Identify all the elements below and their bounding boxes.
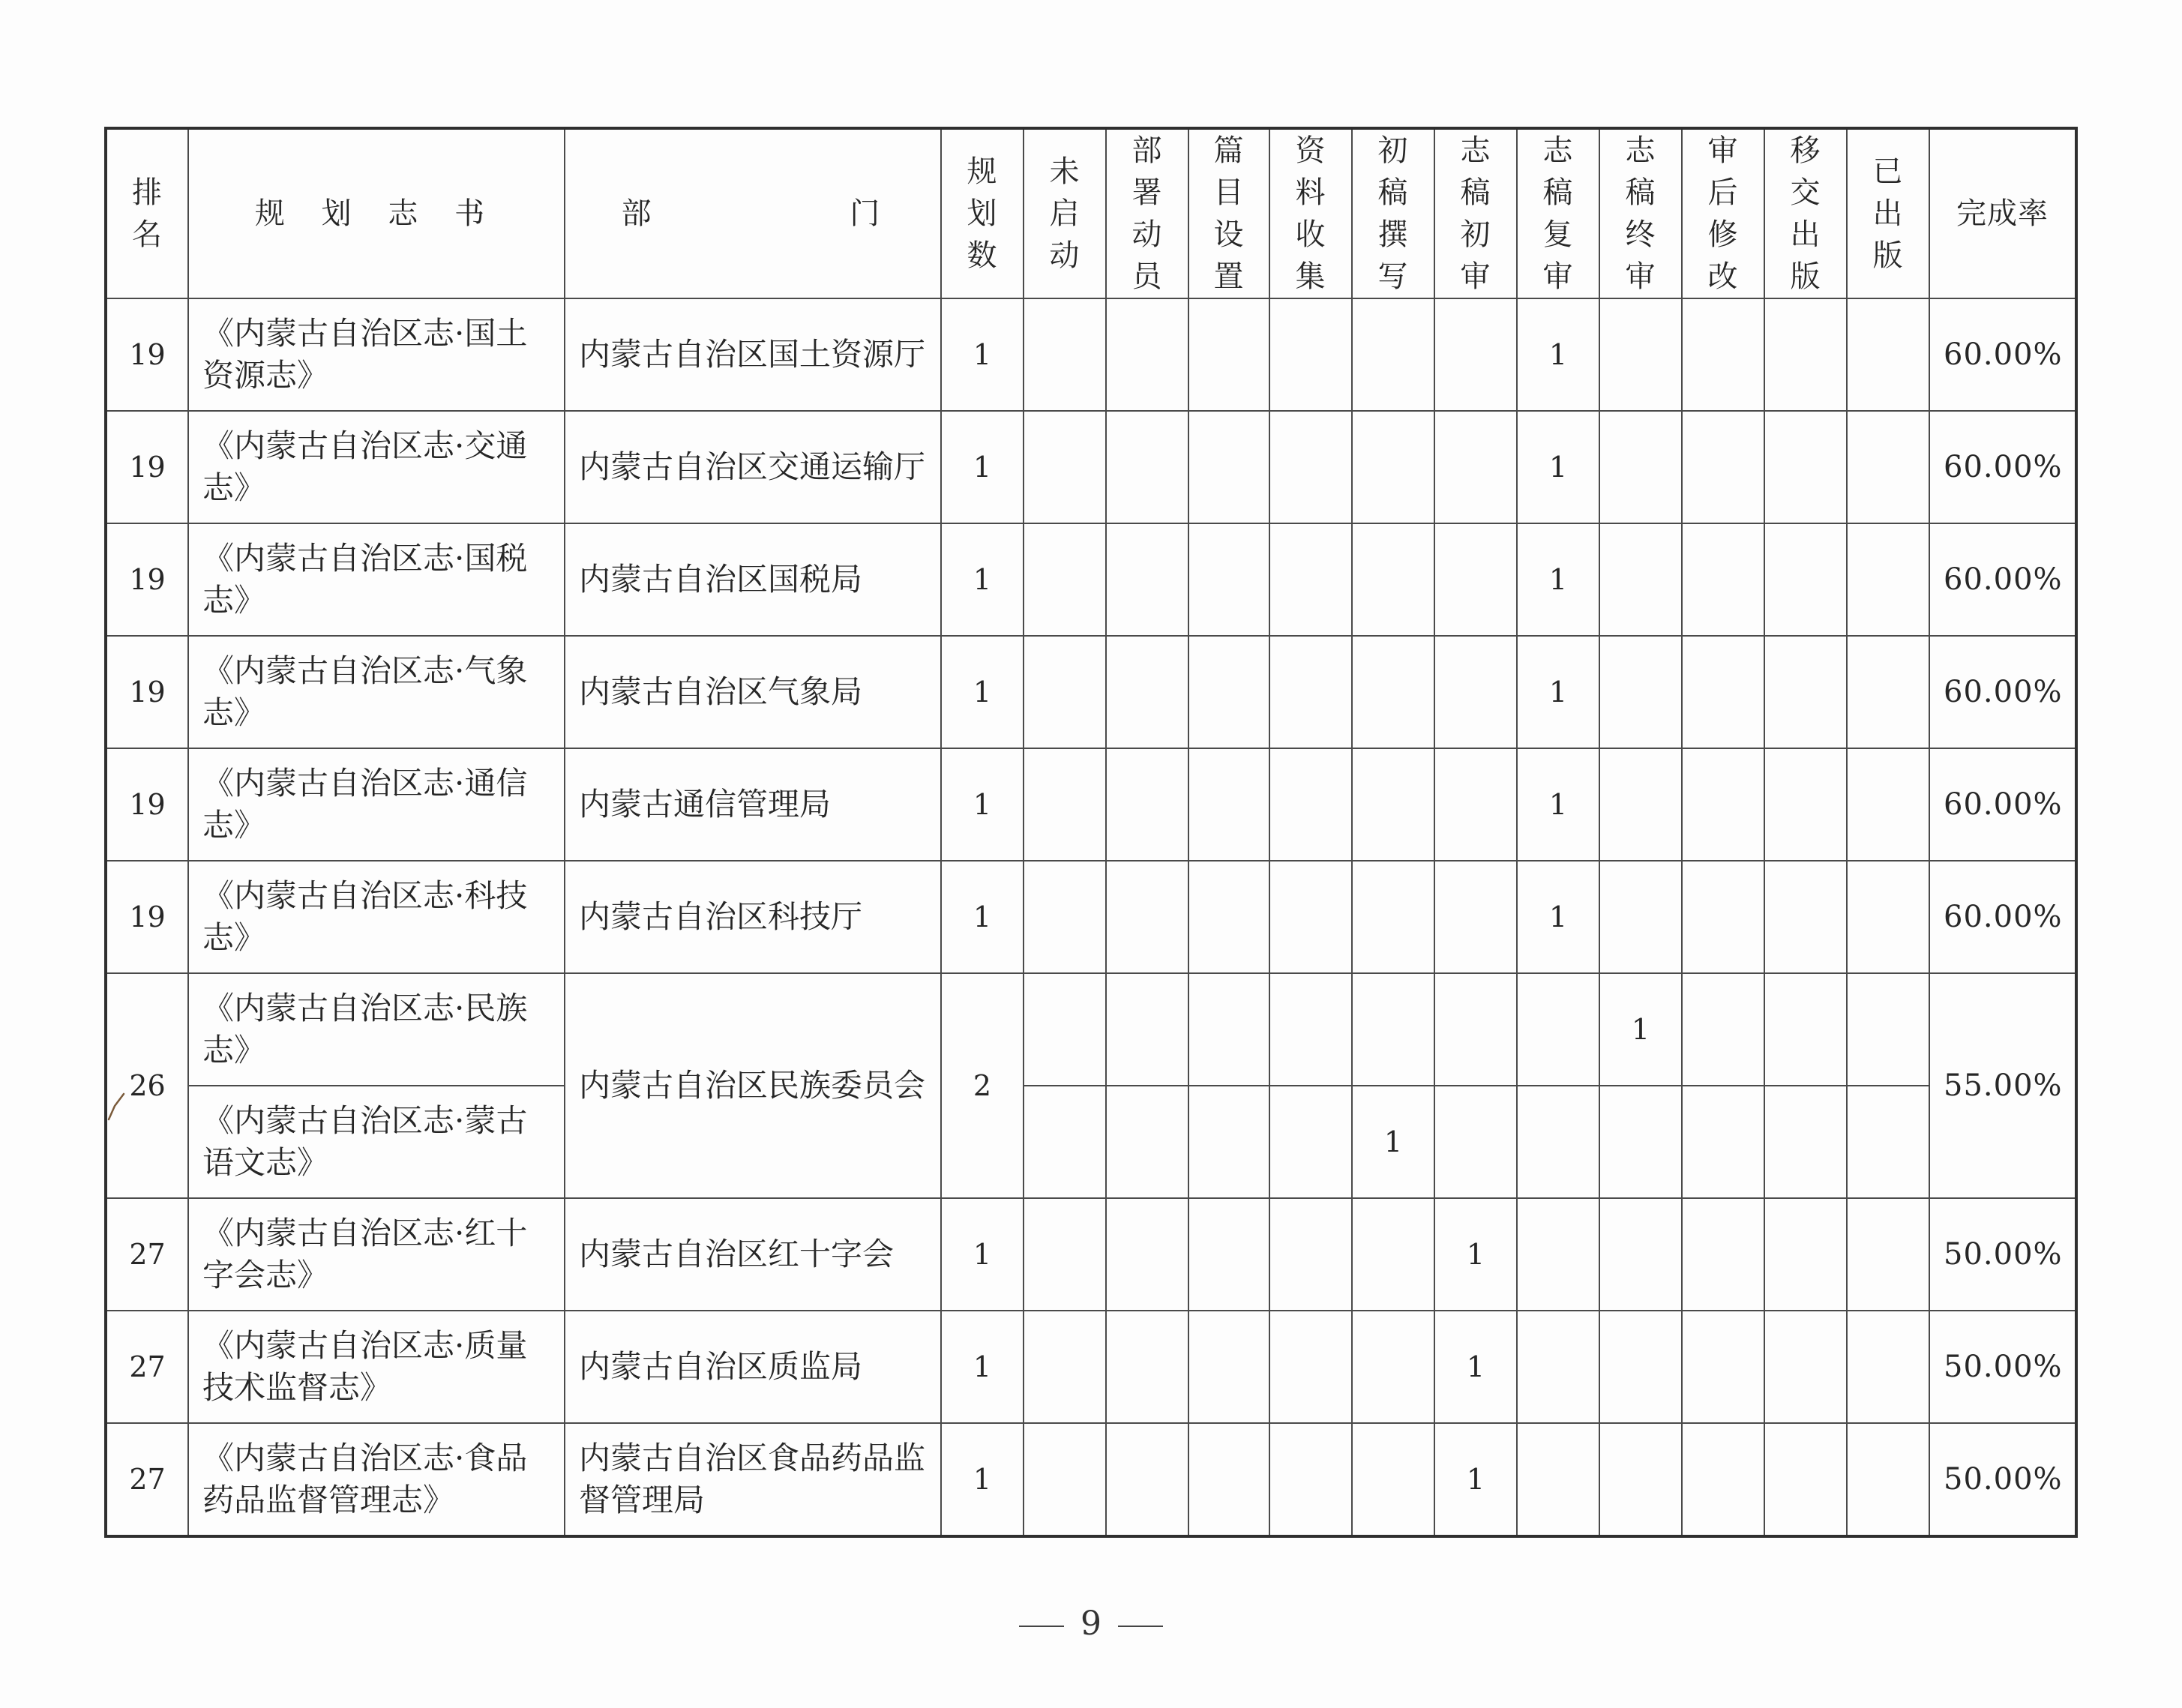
footer-dash-right xyxy=(1118,1626,1163,1627)
first-review-cell: 1 xyxy=(1434,1423,1517,1536)
empty-cell xyxy=(1682,1198,1764,1311)
empty-cell xyxy=(1434,973,1517,1086)
book-cell: 《内蒙古自治区志·蒙古语文志》 xyxy=(188,1086,565,1198)
empty-cell xyxy=(1599,636,1682,748)
empty-cell xyxy=(1599,298,1682,411)
empty-cell xyxy=(1599,523,1682,636)
empty-cell xyxy=(1764,1311,1847,1423)
plan-cell: 1 xyxy=(941,636,1024,748)
empty-cell xyxy=(1682,1311,1764,1423)
empty-cell xyxy=(1188,298,1269,411)
empty-cell xyxy=(1847,298,1929,411)
rank-cell: 19 xyxy=(106,861,188,973)
rate-cell: 60.00% xyxy=(1929,523,2076,636)
empty-cell xyxy=(1599,1311,1682,1423)
header-outline: 篇目 设置 xyxy=(1188,128,1269,298)
empty-cell xyxy=(1188,861,1269,973)
book-cell: 《内蒙古自治区志·交通志》 xyxy=(188,411,565,523)
re-review-cell: 1 xyxy=(1517,861,1599,973)
rate-cell: 60.00% xyxy=(1929,411,2076,523)
empty-cell xyxy=(1269,973,1352,1086)
rate-cell: 50.00% xyxy=(1929,1198,2076,1311)
empty-cell xyxy=(1847,1086,1929,1198)
empty-cell xyxy=(1847,523,1929,636)
dept-cell: 内蒙古自治区国税局 xyxy=(565,523,941,636)
rank-cell: 26 xyxy=(106,973,188,1198)
empty-cell xyxy=(1517,973,1599,1086)
book-cell: 《内蒙古自治区志·民族志》 xyxy=(188,973,565,1086)
empty-cell xyxy=(1188,411,1269,523)
header-collect: 资料 收集 xyxy=(1269,128,1352,298)
empty-cell xyxy=(1024,973,1106,1086)
empty-cell xyxy=(1269,1086,1352,1198)
empty-cell xyxy=(1599,861,1682,973)
empty-cell xyxy=(1188,636,1269,748)
empty-cell xyxy=(1352,973,1434,1086)
rate-cell: 60.00% xyxy=(1929,748,2076,861)
header-revise: 审后 修改 xyxy=(1682,128,1764,298)
empty-cell xyxy=(1517,1311,1599,1423)
empty-cell xyxy=(1847,748,1929,861)
table-row xyxy=(106,1423,2076,1536)
empty-cell xyxy=(1682,973,1764,1086)
empty-cell xyxy=(1024,1198,1106,1311)
table-row xyxy=(106,748,2076,861)
header-row xyxy=(106,128,2076,298)
header-rate: 完成率 xyxy=(1929,128,2076,298)
empty-cell xyxy=(1024,636,1106,748)
header-dept: 部 门 xyxy=(565,128,941,298)
empty-cell xyxy=(1517,1086,1599,1198)
empty-cell xyxy=(1024,1086,1106,1198)
empty-cell xyxy=(1764,523,1847,636)
rate-cell: 50.00% xyxy=(1929,1311,2076,1423)
empty-cell xyxy=(1106,636,1188,748)
book-cell: 《内蒙古自治区志·国土资源志》 xyxy=(188,298,565,411)
empty-cell xyxy=(1599,411,1682,523)
empty-cell xyxy=(1106,298,1188,411)
empty-cell xyxy=(1188,1086,1269,1198)
dept-cell: 内蒙古自治区民族委员会 xyxy=(565,973,941,1198)
rank-cell: 27 xyxy=(106,1423,188,1536)
empty-cell xyxy=(1682,1086,1764,1198)
empty-cell xyxy=(1352,1423,1434,1536)
empty-cell xyxy=(1352,861,1434,973)
empty-cell xyxy=(1188,1423,1269,1536)
pen-mark-icon xyxy=(107,1091,125,1121)
empty-cell xyxy=(1517,1198,1599,1311)
empty-cell xyxy=(1434,298,1517,411)
table-row xyxy=(106,1198,2076,1311)
empty-cell xyxy=(1024,411,1106,523)
empty-cell xyxy=(1847,1423,1929,1536)
progress-table xyxy=(104,127,2078,1538)
empty-cell xyxy=(1188,1311,1269,1423)
page-number: 9 xyxy=(1081,1605,1101,1643)
empty-cell xyxy=(1188,748,1269,861)
empty-cell xyxy=(1682,523,1764,636)
empty-cell xyxy=(1106,861,1188,973)
empty-cell xyxy=(1106,1311,1188,1423)
book-cell: 《内蒙古自治区志·气象志》 xyxy=(188,636,565,748)
empty-cell xyxy=(1764,298,1847,411)
book-cell: 《内蒙古自治区志·质量技术监督志》 xyxy=(188,1311,565,1423)
re-review-cell: 1 xyxy=(1517,748,1599,861)
table-row xyxy=(106,411,2076,523)
empty-cell xyxy=(1269,1198,1352,1311)
rate-cell: 60.00% xyxy=(1929,298,2076,411)
page-footer xyxy=(0,1605,2182,1643)
rank-cell: 27 xyxy=(106,1311,188,1423)
final-review-cell: 1 xyxy=(1599,973,1682,1086)
empty-cell xyxy=(1352,1198,1434,1311)
empty-cell xyxy=(1269,1423,1352,1536)
empty-cell xyxy=(1106,411,1188,523)
empty-cell xyxy=(1024,298,1106,411)
empty-cell xyxy=(1599,1086,1682,1198)
empty-cell xyxy=(1024,1311,1106,1423)
empty-cell xyxy=(1434,748,1517,861)
rank-cell: 19 xyxy=(106,298,188,411)
empty-cell xyxy=(1352,636,1434,748)
empty-cell xyxy=(1352,523,1434,636)
plan-cell: 1 xyxy=(941,1198,1024,1311)
dept-cell: 内蒙古自治区科技厅 xyxy=(565,861,941,973)
table-row xyxy=(106,861,2076,973)
empty-cell xyxy=(1269,1311,1352,1423)
empty-cell xyxy=(1434,411,1517,523)
rank-cell: 27 xyxy=(106,1198,188,1311)
empty-cell xyxy=(1847,861,1929,973)
empty-cell xyxy=(1269,636,1352,748)
empty-cell xyxy=(1352,748,1434,861)
first-review-cell: 1 xyxy=(1434,1311,1517,1423)
plan-cell: 2 xyxy=(941,973,1024,1198)
book-cell: 《内蒙古自治区志·国税志》 xyxy=(188,523,565,636)
plan-cell: 1 xyxy=(941,298,1024,411)
header-book: 规 划 志 书 xyxy=(188,128,565,298)
empty-cell xyxy=(1106,1423,1188,1536)
empty-cell xyxy=(1352,1311,1434,1423)
dept-cell: 内蒙古自治区交通运输厅 xyxy=(565,411,941,523)
footer-dash-left xyxy=(1019,1626,1064,1627)
empty-cell xyxy=(1682,861,1764,973)
rank-cell: 19 xyxy=(106,636,188,748)
header-rank: 排名 xyxy=(106,128,188,298)
empty-cell xyxy=(1434,1086,1517,1198)
header-first-review: 志稿 初审 xyxy=(1434,128,1517,298)
header-re-review: 志稿 复审 xyxy=(1517,128,1599,298)
empty-cell xyxy=(1269,523,1352,636)
empty-cell xyxy=(1682,748,1764,861)
header-handover: 移交 出版 xyxy=(1764,128,1847,298)
empty-cell xyxy=(1847,1311,1929,1423)
empty-cell xyxy=(1682,636,1764,748)
book-cell: 《内蒙古自治区志·红十字会志》 xyxy=(188,1198,565,1311)
dept-cell: 内蒙古自治区气象局 xyxy=(565,636,941,748)
header-not-started: 未 启动 xyxy=(1024,128,1106,298)
table-row xyxy=(106,636,2076,748)
plan-cell: 1 xyxy=(941,523,1024,636)
empty-cell xyxy=(1682,411,1764,523)
plan-cell: 1 xyxy=(941,1311,1024,1423)
plan-cell: 1 xyxy=(941,411,1024,523)
empty-cell xyxy=(1024,748,1106,861)
plan-cell: 1 xyxy=(941,861,1024,973)
empty-cell xyxy=(1847,636,1929,748)
draft-cell: 1 xyxy=(1352,1086,1434,1198)
empty-cell xyxy=(1106,1198,1188,1311)
empty-cell xyxy=(1106,973,1188,1086)
header-published: 已 出版 xyxy=(1847,128,1929,298)
empty-cell xyxy=(1847,411,1929,523)
header-draft: 初稿 撰写 xyxy=(1352,128,1434,298)
empty-cell xyxy=(1682,1423,1764,1536)
rank-cell: 19 xyxy=(106,748,188,861)
plan-cell: 1 xyxy=(941,1423,1024,1536)
dept-cell: 内蒙古自治区食品药品监督管理局 xyxy=(565,1423,941,1536)
empty-cell xyxy=(1024,1423,1106,1536)
first-review-cell: 1 xyxy=(1434,1198,1517,1311)
empty-cell xyxy=(1024,523,1106,636)
empty-cell xyxy=(1764,1423,1847,1536)
empty-cell xyxy=(1188,973,1269,1086)
header-mobilize: 部署 动员 xyxy=(1106,128,1188,298)
empty-cell xyxy=(1599,1423,1682,1536)
empty-cell xyxy=(1352,411,1434,523)
re-review-cell: 1 xyxy=(1517,298,1599,411)
empty-cell xyxy=(1682,298,1764,411)
empty-cell xyxy=(1269,748,1352,861)
empty-cell xyxy=(1847,1198,1929,1311)
header-final-review: 志稿 终审 xyxy=(1599,128,1682,298)
rate-cell: 50.00% xyxy=(1929,1423,2076,1536)
empty-cell xyxy=(1106,1086,1188,1198)
empty-cell xyxy=(1764,1086,1847,1198)
empty-cell xyxy=(1599,748,1682,861)
rate-cell: 55.00% xyxy=(1929,973,2076,1198)
dept-cell: 内蒙古通信管理局 xyxy=(565,748,941,861)
empty-cell xyxy=(1599,1198,1682,1311)
rate-cell: 60.00% xyxy=(1929,861,2076,973)
book-cell: 《内蒙古自治区志·通信志》 xyxy=(188,748,565,861)
header-plan: 规划 数 xyxy=(941,128,1024,298)
rank-cell: 19 xyxy=(106,523,188,636)
empty-cell xyxy=(1764,973,1847,1086)
empty-cell xyxy=(1764,1198,1847,1311)
empty-cell xyxy=(1106,748,1188,861)
empty-cell xyxy=(1764,411,1847,523)
dept-cell: 内蒙古自治区国土资源厅 xyxy=(565,298,941,411)
empty-cell xyxy=(1188,1198,1269,1311)
empty-cell xyxy=(1269,861,1352,973)
empty-cell xyxy=(1024,861,1106,973)
empty-cell xyxy=(1269,411,1352,523)
empty-cell xyxy=(1188,523,1269,636)
empty-cell xyxy=(1517,1423,1599,1536)
empty-cell xyxy=(1352,298,1434,411)
dept-cell: 内蒙古自治区质监局 xyxy=(565,1311,941,1423)
empty-cell xyxy=(1764,861,1847,973)
table-row-group26-b xyxy=(106,1086,2076,1198)
rate-cell: 60.00% xyxy=(1929,636,2076,748)
empty-cell xyxy=(1847,973,1929,1086)
empty-cell xyxy=(1269,298,1352,411)
empty-cell xyxy=(1434,636,1517,748)
plan-cell: 1 xyxy=(941,748,1024,861)
book-cell: 《内蒙古自治区志·科技志》 xyxy=(188,861,565,973)
empty-cell xyxy=(1764,636,1847,748)
empty-cell xyxy=(1434,861,1517,973)
re-review-cell: 1 xyxy=(1517,523,1599,636)
rank-cell: 19 xyxy=(106,411,188,523)
table-row xyxy=(106,523,2076,636)
dept-cell: 内蒙古自治区红十字会 xyxy=(565,1198,941,1311)
table-row-group26-a xyxy=(106,973,2076,1086)
empty-cell xyxy=(1764,748,1847,861)
book-cell: 《内蒙古自治区志·食品药品监督管理志》 xyxy=(188,1423,565,1536)
table-row xyxy=(106,1311,2076,1423)
empty-cell xyxy=(1106,523,1188,636)
table-row xyxy=(106,298,2076,411)
re-review-cell: 1 xyxy=(1517,636,1599,748)
re-review-cell: 1 xyxy=(1517,411,1599,523)
empty-cell xyxy=(1434,523,1517,636)
